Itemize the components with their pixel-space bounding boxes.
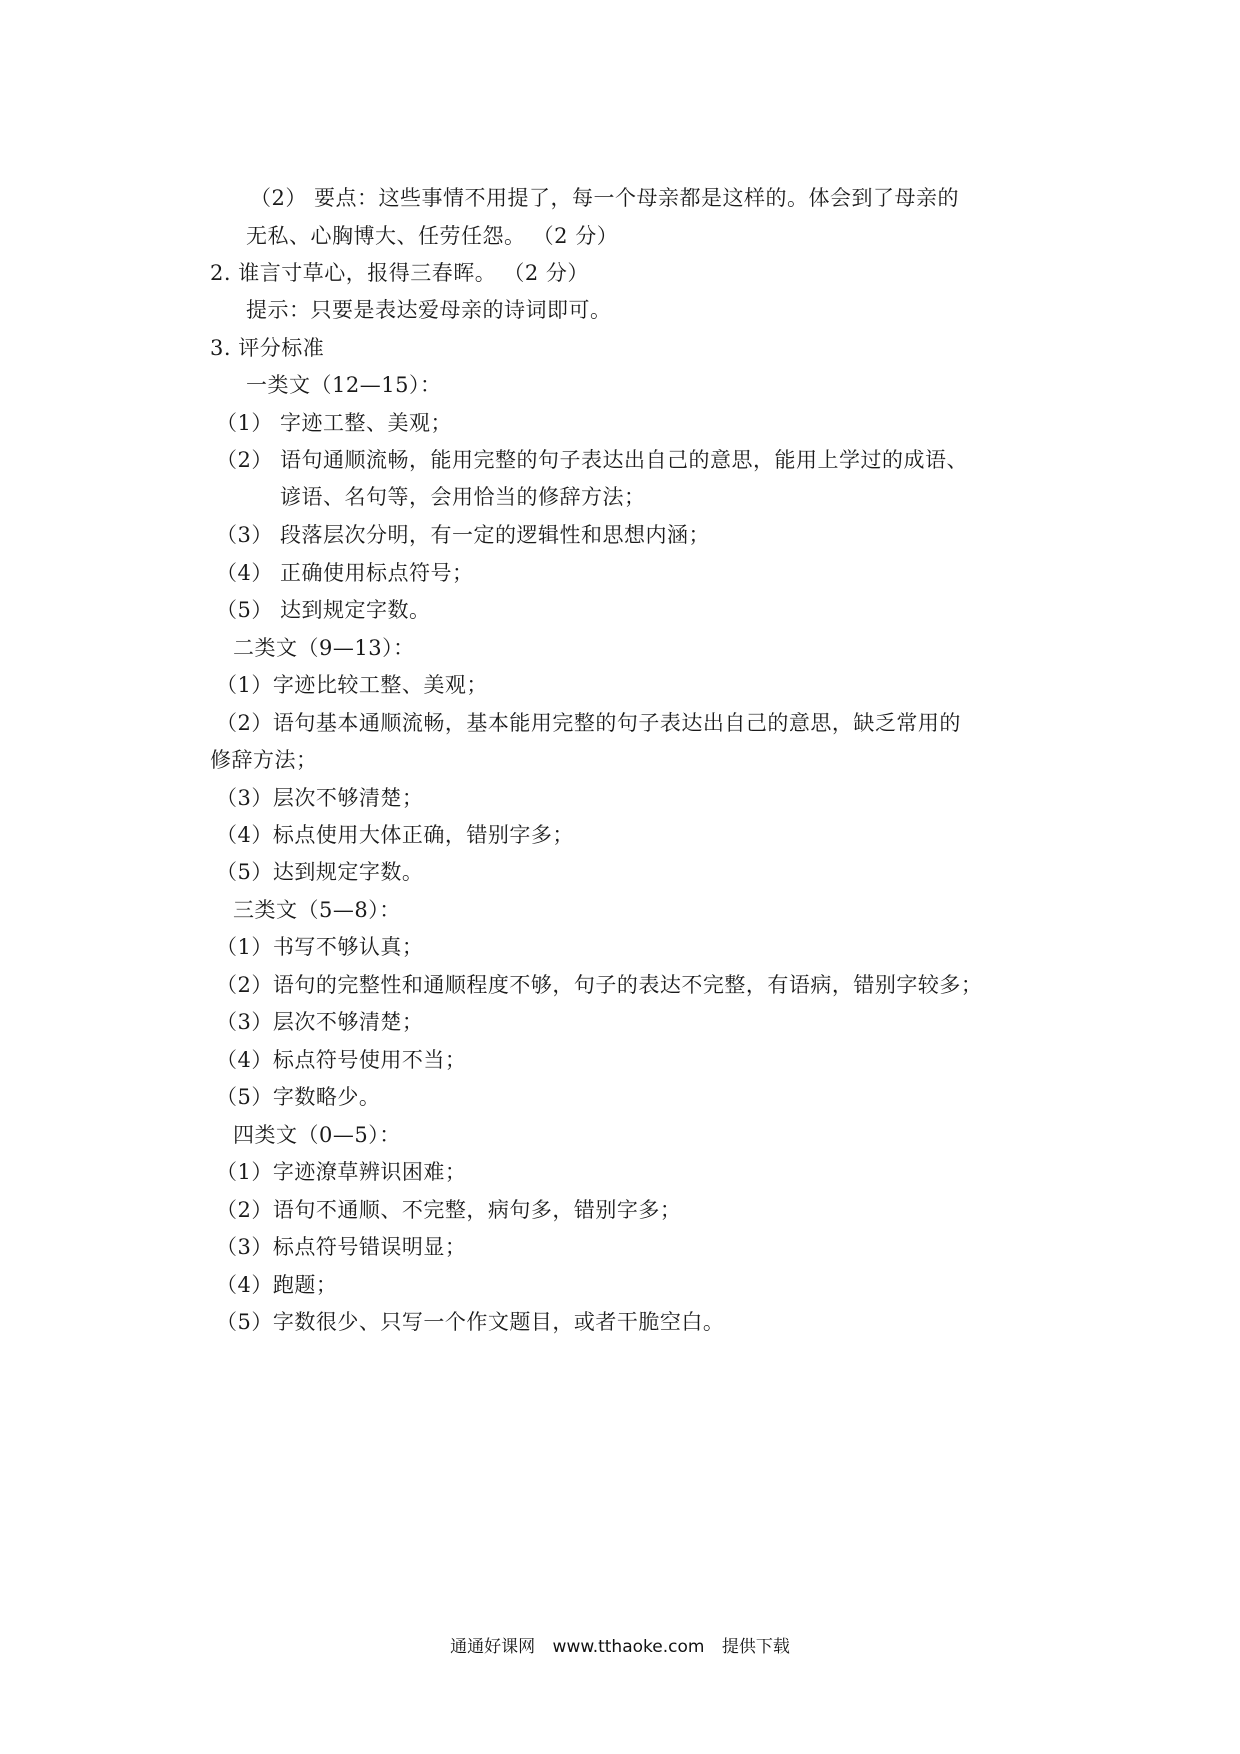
- grade1-item: （5） 达到规定字数。: [216, 598, 431, 622]
- q1-2-line2: 无私、心胸博大、任劳任怨。 （2 分）: [246, 224, 619, 248]
- q3-title: 3. 评分标准: [210, 336, 325, 360]
- grade3-item: （3）层次不够清楚；: [216, 1010, 424, 1034]
- grade1-title: 一类文（12—15）：: [246, 373, 442, 397]
- footer-site-name: 通通好课网: [450, 1637, 536, 1657]
- grade2-item: （5）达到规定字数。: [216, 860, 424, 884]
- grade3-item: （2）语句的完整性和通顺程度不够，句子的表达不完整，有语病，错别字较多；: [216, 973, 983, 997]
- grade1-item: （3） 段落层次分明，有一定的逻辑性和思想内涵；: [216, 523, 711, 547]
- q1-2-line1: （2） 要点：这些事情不用提了，每一个母亲都是这样的。体会到了母亲的: [250, 186, 960, 210]
- grade1-item: （2） 语句通顺流畅，能用完整的句子表达出自己的意思，能用上学过的成语、: [216, 448, 969, 472]
- grade2-item: （1）字迹比较工整、美观；: [216, 673, 488, 697]
- page-footer: [0, 1636, 1240, 1658]
- grade2-item-cont: 修辞方法；: [210, 748, 318, 772]
- grade2-item: （3）层次不够清楚；: [216, 786, 424, 810]
- grade2-title: 二类文（9—13）：: [233, 636, 415, 660]
- grade2-item: （2）语句基本通顺流畅，基本能用完整的句子表达出自己的意思，缺乏常用的: [216, 711, 961, 735]
- footer-url[interactable]: www.tthaoke.com: [552, 1637, 705, 1657]
- grade3-item: （5）字数略少。: [216, 1085, 381, 1109]
- grade3-title: 三类文（5—8）：: [233, 898, 401, 922]
- grade1-item: （4） 正确使用标点符号；: [216, 561, 474, 585]
- grade4-item: （4）跑题；: [216, 1273, 338, 1297]
- grade4-item: （2）语句不通顺、不完整，病句多，错别字多；: [216, 1198, 682, 1222]
- footer-note: 提供下载: [721, 1637, 790, 1657]
- grade1-item: （1） 字迹工整、美观；: [216, 411, 453, 435]
- grade1-item-cont: 谚语、名句等，会用恰当的修辞方法；: [280, 485, 646, 509]
- grade4-item: （1）字迹潦草辨识困难；: [216, 1160, 467, 1184]
- grade2-item: （4）标点使用大体正确，错别字多；: [216, 823, 574, 847]
- grade3-item: （1）书写不够认真；: [216, 935, 424, 959]
- grade3-item: （4）标点符号使用不当；: [216, 1048, 467, 1072]
- grade4-title: 四类文（0—5）：: [233, 1123, 401, 1147]
- grade4-item: （5）字数很少、只写一个作文题目，或者干脆空白。: [216, 1310, 725, 1334]
- q2-hint: 提示：只要是表达爱母亲的诗词即可。: [246, 298, 612, 322]
- q2-line1: 2. 谁言寸草心，报得三春晖。 （2 分）: [210, 261, 589, 285]
- grade4-item: （3）标点符号错误明显；: [216, 1235, 467, 1259]
